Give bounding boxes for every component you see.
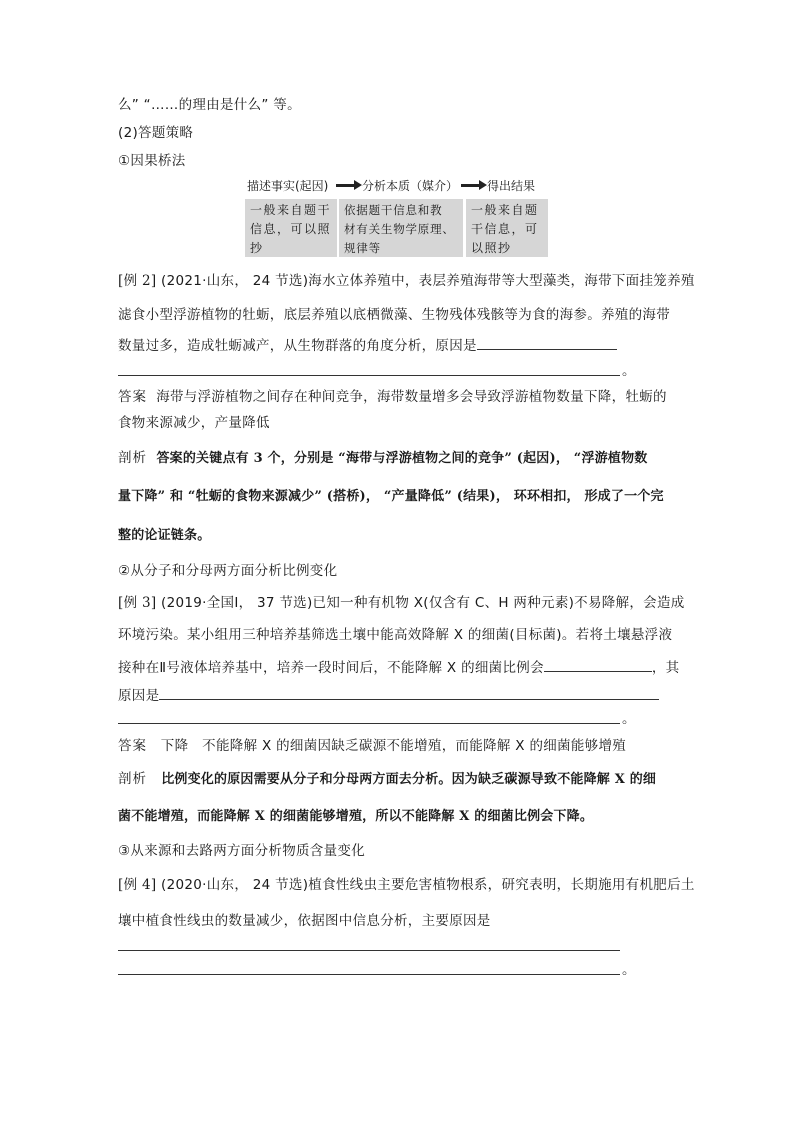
diagram-label-result: 得出结果 (487, 179, 536, 193)
example-2-analysis-3: 整的论证链条。 (118, 528, 211, 543)
arrow-right-icon (336, 184, 356, 187)
example-tag: [例 2] (118, 273, 157, 289)
example-3-line-2: 环境污染。某小组用三种培养基筛选土壤中能高效降解 X 的细菌(目标菌)。若将土壤悬浮液 (118, 627, 673, 643)
strategy-title: (2)答题策略 (118, 125, 194, 141)
box-line: 材有关生物学原理、 (344, 222, 455, 236)
example-tag: [例 3] (118, 595, 157, 611)
analysis-label: 剖析 (118, 450, 147, 466)
answer-blank[interactable] (477, 334, 617, 350)
example-3-analysis-2: 菌不能增殖，而能降解 X 的细菌能够增殖，所以不能降解 X 的细菌比例会下降。 (118, 809, 594, 824)
answer-blank-line[interactable] (118, 375, 620, 376)
diagram-label-cause: 描述事实(起因) (247, 179, 329, 193)
example-2-line-2: 滤食小型浮游植物的牡蛎，底层养殖以底栖微藻、生物残体残骸等为食的海参。养殖的海带 (118, 307, 670, 323)
example-text: 原因是 (118, 688, 160, 704)
example-text: 接种在Ⅱ号液体培养基中，培养一段时间后，不能降解 X 的细菌比例会 (118, 660, 544, 676)
example-3-line-4 (118, 684, 659, 705)
diagram-box-result (466, 199, 548, 257)
box-line: 一般来自题 (471, 203, 539, 217)
box-line: 依据题干信息和教 (344, 203, 443, 217)
example-2-answer (118, 388, 667, 406)
answer-blank-line[interactable] (118, 950, 620, 951)
method-2-title: ②从分子和分母两方面分析比例变化 (118, 563, 338, 579)
answer-blank[interactable] (544, 656, 652, 672)
example-3-line-1 (118, 594, 685, 612)
example-3-answer (118, 737, 626, 755)
analysis-label: 剖析 (118, 771, 147, 787)
example-text: 数量过多，造成牡蛎减产，从生物群落的角度分析，原因是 (118, 338, 477, 354)
diagram-box-cause (245, 199, 337, 257)
example-2-answer-2: 食物来源减少，产量降低 (118, 415, 270, 431)
example-text: 已知一种有机物 X(仅含有 C、H 两种元素)不易降解，会造成 (312, 595, 685, 611)
example-tag: [例 4] (118, 877, 157, 893)
example-2-analysis-1 (118, 449, 647, 468)
example-4-line-1 (118, 876, 695, 894)
example-4-line-2: 壤中植食性线虫的数量减少，依据图中信息分析，主要原因是 (118, 913, 491, 929)
method-3-title: ③从来源和去路两方面分析物质含量变化 (118, 843, 366, 859)
box-line: 抄 (250, 241, 264, 255)
example-2-line-1 (118, 272, 695, 290)
answer-label: 答案 (118, 738, 147, 754)
method-1-title: ①因果桥法 (118, 153, 186, 169)
answer-text: 海带与浮游植物之间存在种间竞争，海带数量增多会导致浮游植物数量下降，牡蛎的 (156, 389, 667, 405)
example-3-line-3 (118, 656, 679, 677)
answer-blank-line[interactable] (118, 974, 620, 975)
example-source: (2021·山东， 24 节选) (161, 273, 309, 289)
example-2-line-3 (118, 334, 617, 355)
example-text: 植食性线虫主要危害植物根系，研究表明，长期施用有机肥后土 (308, 877, 695, 893)
example-source: (2020·山东， 24 节选) (161, 877, 309, 893)
box-line: 干信息，可 (471, 222, 539, 236)
intro-line: 么” “……的理由是什么” 等。 (118, 97, 301, 113)
answer-text: 下降 不能降解 X 的细菌因缺乏碳源不能增殖，而能降解 X 的细菌能够增殖 (160, 738, 627, 754)
box-line: 一般来自题干 (250, 203, 332, 217)
example-source: (2019·全国Ⅰ， 37 节选) (161, 595, 313, 611)
analysis-text: 比例变化的原因需要从分子和分母两方面去分析。因为缺乏碳源导致不能降解 X 的细 (161, 772, 657, 787)
box-line: 信息，可以照 (250, 222, 332, 236)
analysis-text: 答案的关键点有 3 个，分别是 “海带与浮游植物之间的竞争” (起因)， “浮游植物数 (156, 451, 648, 466)
answer-blank-line[interactable] (118, 723, 620, 724)
example-text: 海水立体养殖中，表层养殖海带等大型藻类，海带下面挂笼养殖 (308, 273, 695, 289)
period-mark: 。 (622, 363, 636, 379)
answer-blank[interactable] (159, 684, 659, 700)
example-text: ，其 (651, 660, 680, 676)
box-line: 规律等 (344, 241, 381, 255)
diagram-label-essence: 分析本质（媒介） (362, 179, 459, 193)
arrow-right-icon (461, 184, 481, 187)
example-2-analysis-2: 量下降” 和 “牡蛎的食物来源减少” (搭桥)， “产量降低” (结果)， 环环相扣， 形成了一个完 (118, 489, 664, 504)
answer-label: 答案 (118, 389, 147, 405)
box-line: 以照抄 (471, 241, 512, 255)
example-3-analysis-1 (118, 770, 656, 789)
period-mark: 。 (622, 711, 636, 727)
diagram-box-essence (339, 199, 463, 257)
period-mark: 。 (622, 962, 636, 978)
